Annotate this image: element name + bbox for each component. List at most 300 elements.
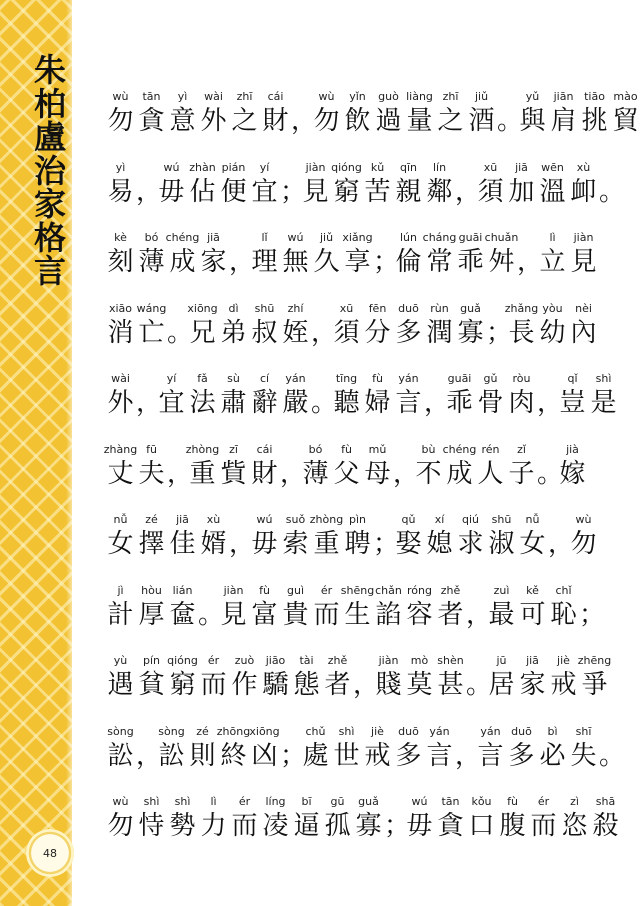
punctuation: ， bbox=[455, 176, 482, 207]
pinyin-syllable: xù bbox=[206, 513, 221, 526]
punctuation: ， bbox=[424, 388, 451, 418]
pinyin-syllable: nèi bbox=[575, 301, 592, 315]
pinyin-syllable: bì bbox=[547, 724, 558, 738]
pinyin-syllable: yù bbox=[113, 654, 128, 667]
pinyin-syllable: qióng bbox=[167, 654, 198, 667]
punctuation: ， bbox=[229, 247, 256, 277]
hanzi-char: 則 bbox=[189, 740, 216, 771]
verse-line bbox=[103, 442, 586, 503]
pinyin-syllable: zǐ bbox=[517, 442, 526, 456]
hanzi-char: 逼 bbox=[293, 811, 320, 841]
pinyin-syllable: qiú bbox=[461, 513, 480, 526]
pinyin-syllable: yí bbox=[259, 160, 270, 174]
verse-line bbox=[105, 231, 597, 291]
punctuation: 。 bbox=[311, 388, 338, 418]
pinyin-syllable: xū bbox=[339, 301, 354, 315]
pinyin-syllable: jiā bbox=[207, 231, 220, 244]
hanzi-char: 厚 bbox=[138, 599, 165, 630]
hanzi-char: 容 bbox=[406, 599, 433, 630]
pinyin-syllable: qīn bbox=[399, 160, 418, 174]
pinyin-syllable: shèn bbox=[437, 654, 464, 667]
pinyin-syllable: jū bbox=[496, 654, 507, 667]
hanzi-row bbox=[105, 456, 586, 492]
hanzi-char: 恣 bbox=[561, 811, 588, 841]
title-char: 言 bbox=[33, 252, 66, 290]
pinyin-syllable: wú bbox=[287, 231, 304, 244]
pinyin-syllable: dì bbox=[228, 301, 239, 315]
hanzi-char: 易 bbox=[107, 176, 134, 207]
pinyin-syllable: guì bbox=[286, 583, 305, 597]
title-char: 治 bbox=[33, 151, 66, 190]
pinyin-syllable: kǔ bbox=[370, 160, 385, 174]
pinyin-syllable: xù bbox=[576, 160, 591, 174]
verse-line bbox=[105, 160, 626, 221]
hanzi-char: 者 bbox=[437, 599, 464, 630]
pinyin-syllable: gǔ bbox=[483, 372, 498, 385]
pinyin-syllable: ér bbox=[207, 654, 220, 667]
hanzi-char: 見 bbox=[220, 599, 247, 630]
pinyin-syllable: tài bbox=[299, 654, 314, 667]
hanzi-char: 弟 bbox=[220, 317, 247, 348]
hanzi-char: 叔 bbox=[251, 317, 278, 348]
punctuation: 。 bbox=[466, 670, 493, 700]
hanzi-char: 宜 bbox=[251, 176, 278, 207]
pinyin-syllable: rùn bbox=[430, 301, 449, 315]
pinyin-syllable: ròu bbox=[512, 372, 531, 385]
pinyin-syllable: jiǔ bbox=[474, 90, 489, 103]
hanzi-char: 恃 bbox=[138, 811, 165, 841]
pinyin-syllable: fù bbox=[341, 442, 352, 456]
hanzi-char: 嚴 bbox=[282, 388, 309, 418]
hanzi-char: 潤 bbox=[426, 317, 453, 348]
hanzi-char: 幼 bbox=[539, 317, 566, 348]
hanzi-char: 嫁 bbox=[559, 458, 586, 489]
pinyin-syllable: suǒ bbox=[285, 513, 306, 526]
pinyin-syllable: zé bbox=[145, 513, 158, 526]
punctuation: ； bbox=[579, 599, 606, 630]
hanzi-char: 家 bbox=[200, 247, 227, 277]
pinyin-syllable: zhàng bbox=[103, 442, 138, 456]
hanzi-char: 親 bbox=[395, 176, 422, 207]
hanzi-char: 奩 bbox=[169, 599, 196, 630]
pinyin-syllable: fù bbox=[259, 583, 270, 597]
title-char: 柏 bbox=[33, 84, 66, 123]
pinyin-syllable: liàng bbox=[406, 90, 433, 103]
pinyin-syllable: wú bbox=[256, 513, 273, 526]
hanzi-char: 聽 bbox=[333, 388, 360, 418]
hanzi-char: 薄 bbox=[138, 247, 165, 277]
hanzi-char: 勿 bbox=[570, 529, 597, 559]
punctuation: ， bbox=[229, 529, 256, 559]
hanzi-char: 夫 bbox=[138, 458, 165, 489]
hanzi-char: 聘 bbox=[344, 529, 371, 559]
hanzi-char: 分 bbox=[364, 317, 391, 348]
pinyin-syllable: duō bbox=[398, 301, 419, 315]
hanzi-char: 成 bbox=[446, 458, 473, 489]
pinyin-syllable: cí bbox=[259, 372, 270, 385]
hanzi-char: 娶 bbox=[395, 529, 422, 559]
hanzi-char: 作 bbox=[231, 670, 258, 700]
pinyin-syllable: tiāo bbox=[584, 90, 605, 103]
pinyin-syllable: kǒu bbox=[471, 795, 492, 808]
hanzi-char: 富 bbox=[251, 599, 278, 630]
pinyin-syllable: jià bbox=[566, 442, 579, 456]
hanzi-char: 婿 bbox=[200, 529, 227, 559]
hanzi-char: 毋 bbox=[406, 811, 433, 841]
punctuation: ； bbox=[280, 740, 307, 771]
hanzi-char: 丈 bbox=[107, 458, 134, 489]
hanzi-char: 態 bbox=[293, 670, 320, 700]
pinyin-syllable: chéng bbox=[442, 442, 477, 456]
hanzi-char: 豈 bbox=[559, 388, 586, 418]
hanzi-char: 諂 bbox=[375, 599, 402, 630]
punctuation: ； bbox=[486, 317, 513, 348]
hanzi-row bbox=[105, 808, 619, 844]
pinyin-syllable: bù bbox=[421, 442, 436, 456]
hanzi-char: 索 bbox=[282, 529, 309, 559]
pinyin-syllable: lín bbox=[432, 160, 447, 174]
hanzi-char: 挑 bbox=[581, 106, 608, 136]
hanzi-char: 計 bbox=[107, 599, 134, 630]
pinyin-syllable: lián bbox=[172, 583, 193, 597]
pinyin-syllable: zuò bbox=[234, 654, 255, 667]
hanzi-char: 是 bbox=[590, 388, 617, 418]
hanzi-row bbox=[105, 385, 617, 421]
hanzi-char: 女 bbox=[519, 529, 546, 559]
hanzi-char: 不 bbox=[415, 458, 442, 489]
punctuation: ， bbox=[393, 458, 420, 489]
verse-line bbox=[105, 724, 626, 785]
hanzi-char: 家 bbox=[519, 670, 546, 700]
hanzi-char: 勢 bbox=[169, 811, 196, 841]
hanzi-char: 居 bbox=[488, 670, 515, 700]
hanzi-char: 而 bbox=[200, 670, 227, 700]
hanzi-char: 立 bbox=[539, 247, 566, 277]
hanzi-char: 訟 bbox=[107, 740, 134, 771]
title-char: 格 bbox=[33, 218, 66, 257]
pinyin-syllable: mào bbox=[613, 90, 638, 103]
hanzi-char: 媳 bbox=[426, 529, 453, 559]
page-number: 48 bbox=[43, 846, 57, 860]
punctuation: ， bbox=[136, 176, 163, 207]
punctuation: 。 bbox=[198, 599, 225, 630]
pinyin-syllable: zī bbox=[229, 442, 238, 456]
pinyin-syllable: jiān bbox=[553, 90, 574, 103]
pinyin-syllable: jiàn bbox=[573, 231, 594, 244]
hanzi-char: 享 bbox=[344, 247, 371, 277]
hanzi-char: 子 bbox=[508, 458, 535, 489]
pinyin-syllable: kě bbox=[526, 583, 539, 597]
punctuation: ； bbox=[373, 529, 400, 559]
hanzi-char: 便 bbox=[220, 176, 247, 207]
hanzi-char: 口 bbox=[468, 811, 495, 841]
hanzi-char: 舛 bbox=[488, 247, 515, 277]
hanzi-char: 言 bbox=[477, 740, 504, 771]
pinyin-syllable: tīng bbox=[335, 372, 358, 385]
pinyin-syllable: shū bbox=[254, 301, 275, 315]
pinyin-syllable: hòu bbox=[141, 583, 162, 597]
hanzi-row bbox=[105, 315, 597, 351]
hanzi-char: 勿 bbox=[107, 811, 134, 841]
pinyin-syllable: cháng bbox=[422, 231, 457, 244]
hanzi-char: 鄰 bbox=[426, 176, 453, 207]
pinyin-syllable: jiāo bbox=[265, 654, 286, 667]
punctuation: ， bbox=[548, 529, 575, 559]
pinyin-syllable: jì bbox=[117, 583, 124, 597]
hanzi-char: 內 bbox=[570, 317, 597, 348]
hanzi-char: 而 bbox=[530, 811, 557, 841]
hanzi-char: 肩 bbox=[550, 106, 577, 136]
punctuation: ； bbox=[373, 247, 400, 277]
hanzi-char: 女 bbox=[107, 529, 134, 559]
pinyin-syllable: yǐn bbox=[349, 90, 366, 103]
verse-line bbox=[105, 301, 597, 362]
pinyin-syllable: bī bbox=[301, 795, 312, 808]
hanzi-char: 恥 bbox=[550, 599, 577, 630]
hanzi-char: 寡 bbox=[457, 317, 484, 348]
pinyin-syllable: jiā bbox=[176, 513, 189, 526]
hanzi-char: 莫 bbox=[406, 670, 433, 700]
pinyin-syllable: yì bbox=[115, 160, 126, 174]
book-title-vertical bbox=[28, 51, 72, 290]
hanzi-char: 須 bbox=[477, 176, 504, 207]
hanzi-char: 卹 bbox=[570, 176, 597, 207]
pinyin-syllable: jiàn bbox=[378, 654, 399, 667]
pinyin-syllable: jiǔ bbox=[319, 231, 334, 244]
punctuation: 。 bbox=[599, 740, 626, 771]
pinyin-syllable: jiā bbox=[515, 160, 528, 174]
pinyin-syllable: guǎ bbox=[358, 795, 379, 808]
pinyin-syllable: duō bbox=[511, 724, 532, 738]
pinyin-syllable: wáng bbox=[136, 301, 167, 315]
punctuation: 。 bbox=[599, 176, 626, 207]
pinyin-syllable: shì bbox=[143, 795, 160, 808]
hanzi-char: 亡 bbox=[138, 317, 165, 348]
hanzi-char: 兄 bbox=[189, 317, 216, 348]
pinyin-syllable: guāi bbox=[447, 372, 472, 385]
hanzi-char: 可 bbox=[519, 599, 546, 630]
hanzi-char: 意 bbox=[169, 106, 196, 136]
pinyin-syllable: wù bbox=[318, 90, 335, 103]
hanzi-char: 刻 bbox=[107, 247, 134, 277]
pinyin-syllable: mǔ bbox=[368, 442, 387, 456]
pinyin-syllable: wài bbox=[111, 372, 130, 385]
hanzi-char: 甚 bbox=[437, 670, 464, 700]
hanzi-char: 乖 bbox=[457, 247, 484, 277]
pinyin-syllable: wài bbox=[204, 90, 223, 103]
punctuation: 。 bbox=[497, 106, 524, 136]
hanzi-char: 求 bbox=[457, 529, 484, 559]
hanzi-char: 寡 bbox=[355, 811, 382, 841]
hanzi-char: 凶 bbox=[251, 740, 278, 771]
pinyin-syllable: zhàn bbox=[189, 160, 216, 174]
hanzi-row bbox=[105, 667, 608, 703]
hanzi-char: 貪 bbox=[437, 811, 464, 841]
hanzi-char: 無 bbox=[282, 247, 309, 277]
pinyin-syllable: mò bbox=[410, 654, 429, 667]
hanzi-char: 驕 bbox=[262, 670, 289, 700]
hanzi-char: 須 bbox=[333, 317, 360, 348]
pinyin-syllable: sòng bbox=[158, 724, 185, 738]
title-char: 盧 bbox=[33, 118, 66, 156]
hanzi-char: 母 bbox=[364, 458, 391, 489]
pinyin-syllable: zhòng bbox=[185, 442, 220, 456]
pinyin-syllable: lì bbox=[549, 231, 556, 244]
verse-line bbox=[105, 513, 597, 573]
pinyin-syllable: qióng bbox=[331, 160, 362, 174]
hanzi-char: 苦 bbox=[364, 176, 391, 207]
pinyin-syllable: zhēng bbox=[577, 654, 612, 667]
hanzi-char: 佔 bbox=[189, 176, 216, 207]
hanzi-char: 貲 bbox=[220, 458, 247, 489]
pinyin-syllable: xí bbox=[434, 513, 445, 526]
pinyin-syllable: shì bbox=[595, 372, 612, 385]
hanzi-char: 外 bbox=[107, 388, 134, 418]
pinyin-syllable: gū bbox=[330, 795, 345, 808]
text-body bbox=[103, 0, 639, 906]
pinyin-syllable: yán bbox=[480, 724, 501, 738]
pinyin-syllable: shì bbox=[338, 724, 355, 738]
punctuation: ， bbox=[353, 670, 380, 700]
pinyin-syllable: bó bbox=[144, 231, 159, 244]
verse-line bbox=[105, 654, 612, 714]
hanzi-char: 而 bbox=[313, 599, 340, 630]
title-char: 朱 bbox=[33, 51, 66, 89]
hanzi-char: 戒 bbox=[364, 740, 391, 771]
pinyin-syllable: zhī bbox=[442, 90, 459, 103]
hanzi-char: 多 bbox=[395, 740, 422, 771]
pinyin-syllable: zhí bbox=[287, 301, 304, 315]
punctuation: ， bbox=[466, 599, 493, 630]
pinyin-syllable: tān bbox=[142, 90, 161, 103]
hanzi-char: 佳 bbox=[169, 529, 196, 559]
hanzi-char: 而 bbox=[231, 811, 258, 841]
punctuation: ， bbox=[167, 458, 194, 489]
pinyin-syllable: fù bbox=[372, 372, 383, 385]
hanzi-char: 飲 bbox=[344, 106, 371, 136]
pinyin-syllable: sù bbox=[227, 372, 240, 385]
pinyin-syllable: ér bbox=[537, 795, 550, 808]
pinyin-syllable: kè bbox=[114, 231, 127, 244]
hanzi-char: 成 bbox=[169, 247, 196, 277]
pinyin-syllable: yán bbox=[285, 372, 306, 385]
hanzi-char: 之 bbox=[437, 106, 464, 136]
hanzi-char: 者 bbox=[324, 670, 351, 700]
pinyin-syllable: shā bbox=[595, 795, 616, 808]
hanzi-char: 長 bbox=[508, 317, 535, 348]
hanzi-char: 過 bbox=[375, 106, 402, 136]
pinyin-syllable: guò bbox=[378, 90, 399, 103]
hanzi-char: 消 bbox=[107, 317, 134, 348]
pinyin-syllable: líng bbox=[265, 795, 286, 808]
hanzi-char: 終 bbox=[220, 740, 247, 771]
pinyin-syllable: fēn bbox=[368, 301, 387, 315]
punctuation: ， bbox=[291, 106, 318, 136]
pinyin-syllable: jiè bbox=[557, 654, 570, 667]
pinyin-syllable: fū bbox=[146, 442, 157, 456]
hanzi-row bbox=[105, 244, 597, 280]
pinyin-syllable: jiè bbox=[371, 724, 384, 738]
pinyin-syllable: jiā bbox=[526, 654, 539, 667]
hanzi-char: 常 bbox=[426, 247, 453, 277]
hanzi-char: 腹 bbox=[499, 811, 526, 841]
hanzi-char: 處 bbox=[302, 740, 329, 771]
pinyin-syllable: wú bbox=[163, 160, 180, 174]
hanzi-char: 姪 bbox=[282, 317, 309, 348]
hanzi-char: 貧 bbox=[138, 670, 165, 700]
hanzi-char: 毋 bbox=[158, 176, 185, 207]
pinyin-syllable: nǚ bbox=[525, 513, 540, 526]
punctuation: ， bbox=[280, 458, 307, 489]
hanzi-char: 賤 bbox=[375, 670, 402, 700]
pinyin-syllable: chuǎn bbox=[484, 231, 519, 244]
pinyin-syllable: jiàn bbox=[223, 583, 244, 597]
hanzi-char: 外 bbox=[200, 106, 227, 136]
hanzi-char: 酒 bbox=[468, 106, 495, 136]
pinyin-syllable: xiōng bbox=[249, 724, 280, 738]
pinyin-syllable: shī bbox=[575, 724, 592, 738]
pinyin-syllable: róng bbox=[407, 583, 432, 597]
hanzi-char: 量 bbox=[406, 106, 433, 136]
hanzi-char: 財 bbox=[251, 458, 278, 489]
pinyin-syllable: yǔ bbox=[525, 90, 540, 103]
hanzi-char: 重 bbox=[189, 458, 216, 489]
hanzi-char: 毋 bbox=[251, 529, 278, 559]
hanzi-char: 理 bbox=[251, 247, 278, 277]
pinyin-syllable: wēn bbox=[541, 160, 564, 174]
pinyin-syllable: chǎn bbox=[375, 583, 402, 597]
pinyin-syllable: zé bbox=[196, 724, 209, 738]
hanzi-char: 財 bbox=[262, 106, 289, 136]
verse-line bbox=[105, 372, 617, 432]
pinyin-syllable: shì bbox=[174, 795, 191, 808]
punctuation: ， bbox=[136, 388, 163, 418]
hanzi-char: 遇 bbox=[107, 670, 134, 700]
punctuation: ， bbox=[537, 388, 564, 418]
hanzi-char: 淑 bbox=[488, 529, 515, 559]
pinyin-syllable: guǎ bbox=[460, 301, 481, 315]
hanzi-char: 多 bbox=[508, 740, 535, 771]
pinyin-syllable: sòng bbox=[107, 724, 134, 738]
hanzi-char: 擇 bbox=[138, 529, 165, 559]
punctuation: ， bbox=[517, 247, 544, 277]
pinyin-syllable: guāi bbox=[458, 231, 483, 244]
pinyin-syllable: ér bbox=[320, 583, 333, 597]
pinyin-syllable: zhǎng bbox=[504, 301, 539, 315]
pinyin-syllable: jiàn bbox=[305, 160, 326, 174]
pinyin-syllable: nǚ bbox=[113, 513, 128, 526]
hanzi-char: 宜 bbox=[158, 388, 185, 418]
hanzi-char: 凌 bbox=[262, 811, 289, 841]
pinyin-syllable: yòu bbox=[542, 301, 563, 315]
pinyin-syllable: tān bbox=[441, 795, 460, 808]
hanzi-char: 溫 bbox=[539, 176, 566, 207]
hanzi-char: 必 bbox=[539, 740, 566, 771]
title-char: 家 bbox=[33, 185, 66, 223]
hanzi-row bbox=[105, 103, 639, 139]
hanzi-char: 生 bbox=[344, 599, 371, 630]
verse-line bbox=[105, 583, 606, 644]
pinyin-syllable: yì bbox=[177, 90, 188, 103]
pinyin-syllable: xiōng bbox=[187, 301, 218, 315]
hanzi-char: 爭 bbox=[581, 670, 608, 700]
pinyin-syllable: zhě bbox=[327, 654, 348, 667]
hanzi-char: 訟 bbox=[158, 740, 185, 771]
hanzi-char: 見 bbox=[570, 247, 597, 277]
hanzi-char: 貿 bbox=[612, 106, 639, 136]
pinyin-syllable: chǐ bbox=[555, 583, 572, 597]
pinyin-syllable: duō bbox=[398, 724, 419, 738]
